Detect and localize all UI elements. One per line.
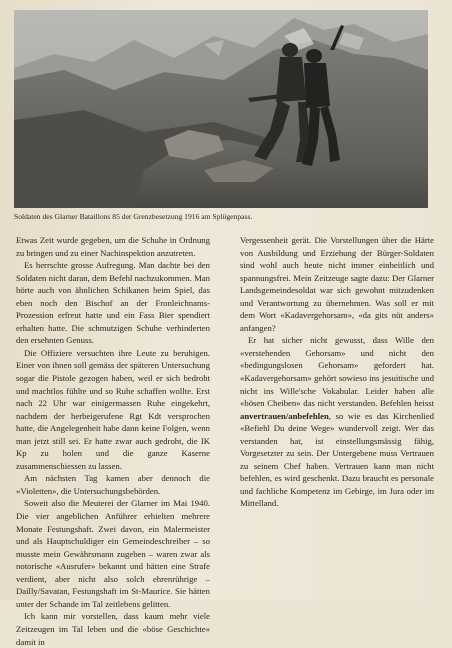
photo-soldiers-mountain-pass [14,10,428,208]
paragraph: Die Offiziere versuchten ihre Leute zu beruhigen. Einer von ihnen soll gemäss der späteren Untersuchung sogar die Pistole gezogen haben, weil er sich bedroht und machtlos fühlte und so Ruhe schaffen wollte. Erst nach 22 Uhr war einigermassen Ruhe eingekehrt, nachdem der herbeigerufene Rgt Kdt versprochen hatte, die Angelegenheit habe dann keine Folgen, wenn man jetzt still sei. Er hatte zwar auch gedroht, die IK Kp zu holen und die ganze Kaserne zusammenschiessen zu lassen. [16,347,210,471]
paragraph: Etwas Zeit wurde gegeben, um die Schuhe in Ordnung zu bringen und zu einer Nachinspektion anzutreten. [16,235,210,258]
historical-photograph [14,10,428,208]
paragraph-text: , so wie es das Kirchenlied «Befiehl Du deine Wege» wundervoll zeigt. Wer das verstanden hat, ist einstellungsmässig fähig, Vorgesetzter zu sein. Der Untergebene muss Vertrauen zu seinem Chef haben. Vertrauen kann man nicht befehlen, es wird geschenkt. Dazu braucht es personale und fachliche Kompetenz im Gebirge, im Jura oder im Mittelland. [240,410,434,509]
paragraph-text: Er hat sicher nicht gewusst, dass Wille den «verstehenden Gehorsam» und nicht den «bedingungslosen Gehorsam» gefordert hat. «Kadavergehorsam» gehört sowieso ins jesuitische und nicht ins Wille'sche Vokabular. Leider haben alle «bösen Cheiben» das nicht verstanden. Befehlen heisst [240,335,434,409]
paragraph: Ich kann mir vorstellen, dass kaum mehr viele Zeitzeugen im Tal leben und die «böse Geschichte» damit in [16,611,210,647]
paragraph: Es herrschte grosse Aufregung. Man dachte bei den Soldaten nicht daran, dem Befehl nachzukommen. Man hörte auch von ähnlichen Schikanen beim Spiel, das eben noch den Bischof an der Fronleichnams-Prozession erfreut hatte und ein Fass Bier spendiert erhalten hatte. Die schmutzigen Schuhe verhinderten den ersehnten Genuss. [16,260,210,346]
text-column-left [16,234,210,648]
paragraph: Vergessenheit gerät. Die Vorstellungen über die Härte von Ausbildung und Erziehung der Bürger-Soldaten sind wohl auch heute nicht immer einheitlich und spannungsfrei. Mein Zeitzeuge sagte dazu: Der Glarner Landsgemeindesoldat war sich gewohnt mitzudenken und Verantwortung zu übernehmen. Was soll er mit dem Wort «Kadavergehorsam», «da gits nüt anders» anfangen? [240,235,434,333]
bold-term: anvertrauen/anbefehlen [240,410,329,421]
paragraph: Am nächsten Tag kamen aber dennoch die «Violetten», die Untersuchungsbehörden. [16,473,210,496]
photo-caption: Soldaten des Glarner Bataillons 85 der Grenzbesetzung 1916 am Splügenpass. [14,212,253,221]
paragraph [240,334,434,510]
paragraph: Soweit also die Meuterei der Glarner im Mai 1940. Die vier angeblichen Anführer erhielten mehrere Monate Festungshaft. Zwei davon, ein Malermeister und als Hauptschuldiger ein Gemeindeschreiber – so musste mein Gewährsmann zugeben – waren zwar als notorische «Ausrufer» bekannt und hätten eine Strafe verdient, aber nicht also solch ehrenrührige – Dailly/Savatan, Festungshaft im St-Maurice. Sie hätten unter der Schande im Tal zeitlebens gelitten. [16,498,210,609]
text-column-right [240,234,434,510]
